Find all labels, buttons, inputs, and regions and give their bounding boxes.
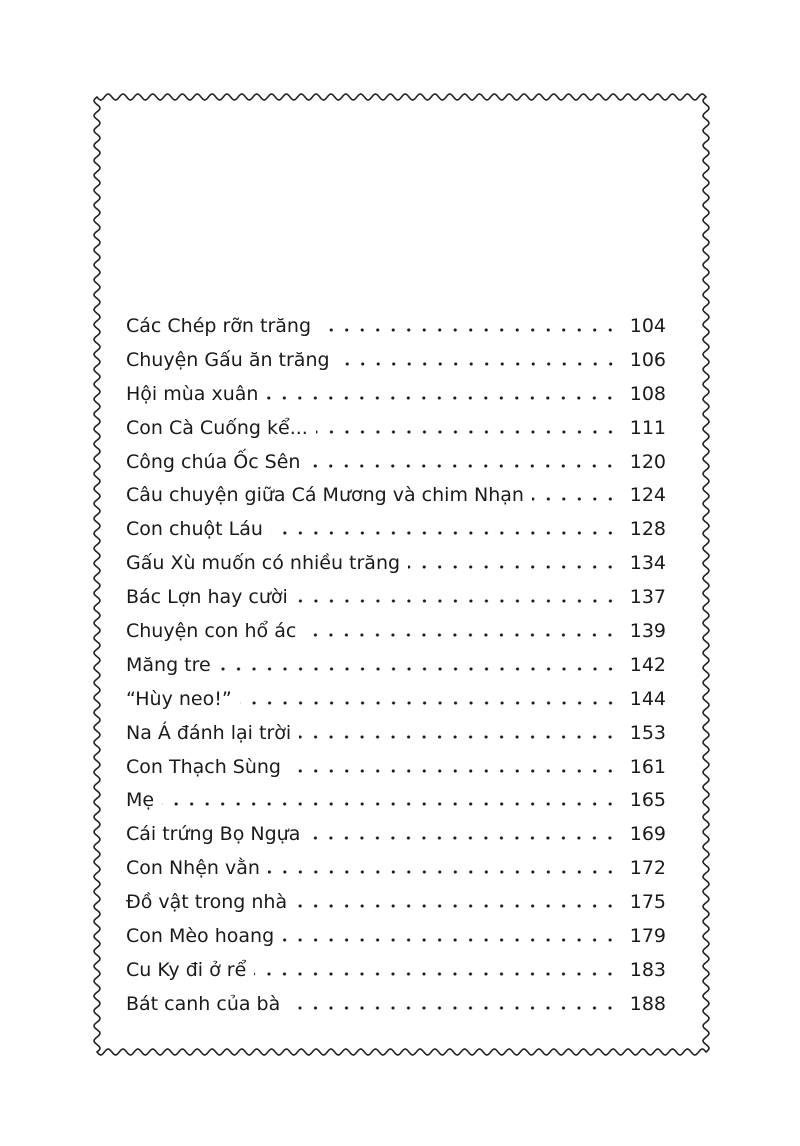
toc-entry-page: 120	[629, 450, 666, 473]
toc-entry-page: 106	[629, 348, 666, 371]
toc-entry[interactable]	[126, 886, 666, 920]
toc-entry[interactable]	[126, 988, 666, 1022]
toc-entry-title: Đồ vật trong nhà	[126, 891, 288, 914]
dot-leader	[289, 768, 618, 774]
dot-leader	[266, 395, 618, 401]
toc-entry-page: 188	[629, 992, 666, 1015]
toc-entry-title: Các Chép rỡn trăng	[126, 315, 312, 337]
toc-entry-title: “Hùy neo!”	[126, 687, 232, 710]
toc-entry[interactable]	[126, 547, 666, 581]
dot-leader	[338, 361, 618, 367]
toc-entry[interactable]	[126, 683, 666, 717]
toc-entry-title: Cái trứng Bọ Ngựa	[126, 823, 301, 846]
toc-entry[interactable]	[126, 446, 666, 480]
toc-entry[interactable]	[126, 784, 666, 818]
toc-entry-title: Con Nhện vằn	[126, 857, 260, 880]
toc-entry-title: Hội mùa xuân	[126, 382, 259, 405]
toc-entry-page: 124	[629, 484, 666, 507]
toc-entry[interactable]	[126, 378, 666, 412]
dot-leader	[304, 632, 618, 638]
toc-entry[interactable]	[126, 852, 666, 886]
toc-entry[interactable]	[126, 649, 666, 683]
dot-leader	[162, 801, 618, 807]
dot-leader	[295, 903, 618, 909]
dot-leader	[408, 564, 618, 570]
dot-leader	[240, 700, 618, 706]
toc-entry-page: 142	[629, 653, 666, 676]
toc-entry-page: 169	[629, 823, 666, 846]
toc-entry-page: 134	[629, 552, 666, 575]
toc-entry-page: 108	[629, 382, 666, 405]
dot-leader	[268, 869, 618, 875]
dot-leader	[282, 937, 618, 943]
toc-entry[interactable]	[126, 751, 666, 785]
toc-entry[interactable]	[126, 344, 666, 378]
toc-entry-title: Con Cà Cuống kể...	[126, 416, 308, 439]
dot-leader	[308, 835, 618, 841]
toc-entry-title: Cu Ky đi ở rể	[126, 958, 247, 981]
toc-entry-title: Câu chuyện giữa Cá Mương và chim Nhạn	[126, 484, 524, 507]
toc-entry-page: 183	[629, 958, 666, 981]
toc-entry-title: Na Á đánh lại trời	[126, 721, 292, 744]
toc-entry[interactable]	[126, 615, 666, 649]
dot-leader	[288, 1005, 618, 1011]
dot-leader	[316, 429, 618, 435]
toc-entry-title: Chuyện con hổ ác	[126, 620, 297, 643]
toc-entry-title: Bát canh của bà	[126, 992, 281, 1015]
toc-entry-title: Măng tre	[126, 653, 211, 676]
toc-entry-page: 165	[629, 789, 666, 812]
toc-entry-page: 139	[629, 620, 666, 643]
toc-entry-page: 144	[629, 687, 666, 710]
toc-entry-title: Con Thạch Sùng	[126, 755, 281, 778]
toc-entry[interactable]	[126, 412, 666, 446]
toc-entry[interactable]	[126, 954, 666, 988]
dot-leader	[254, 971, 618, 977]
toc-entry-page: 111	[629, 416, 666, 439]
toc-entry-title: Công chúa Ốc Sên	[126, 450, 301, 473]
toc-entry[interactable]	[126, 310, 666, 344]
table-of-contents	[126, 310, 666, 1022]
toc-entry-page: 172	[629, 857, 666, 880]
toc-entry-title: Chuyện Gấu ăn trăng	[126, 348, 330, 371]
toc-entry-title: Con chuột Láu	[126, 518, 263, 541]
toc-entry-page: 153	[629, 721, 666, 744]
dot-leader	[271, 530, 618, 536]
dot-leader	[296, 598, 618, 604]
dot-leader	[219, 666, 618, 672]
toc-entry-title: Gấu Xù muốn có nhiều trăng	[126, 552, 401, 575]
toc-entry[interactable]	[126, 717, 666, 751]
toc-entry-page: 128	[629, 518, 666, 541]
toc-entry[interactable]	[126, 920, 666, 954]
toc-entry-page: 161	[629, 755, 666, 778]
dot-leader	[532, 496, 618, 502]
toc-entry-page: 104	[629, 315, 666, 337]
toc-entry-title: Mẹ	[126, 789, 155, 812]
toc-entry[interactable]	[126, 818, 666, 852]
dot-leader	[308, 463, 618, 469]
toc-entry-title: Con Mèo hoang	[126, 925, 275, 948]
toc-entry-page: 137	[629, 586, 666, 609]
toc-entry[interactable]	[126, 479, 666, 513]
toc-entry-page: 175	[629, 891, 666, 914]
dot-leader	[299, 734, 618, 740]
toc-entry[interactable]	[126, 581, 666, 615]
toc-entry[interactable]	[126, 513, 666, 547]
toc-entry-title: Bác Lợn hay cười	[126, 586, 288, 609]
dot-leader	[319, 327, 618, 333]
toc-entry-page: 179	[629, 925, 666, 948]
